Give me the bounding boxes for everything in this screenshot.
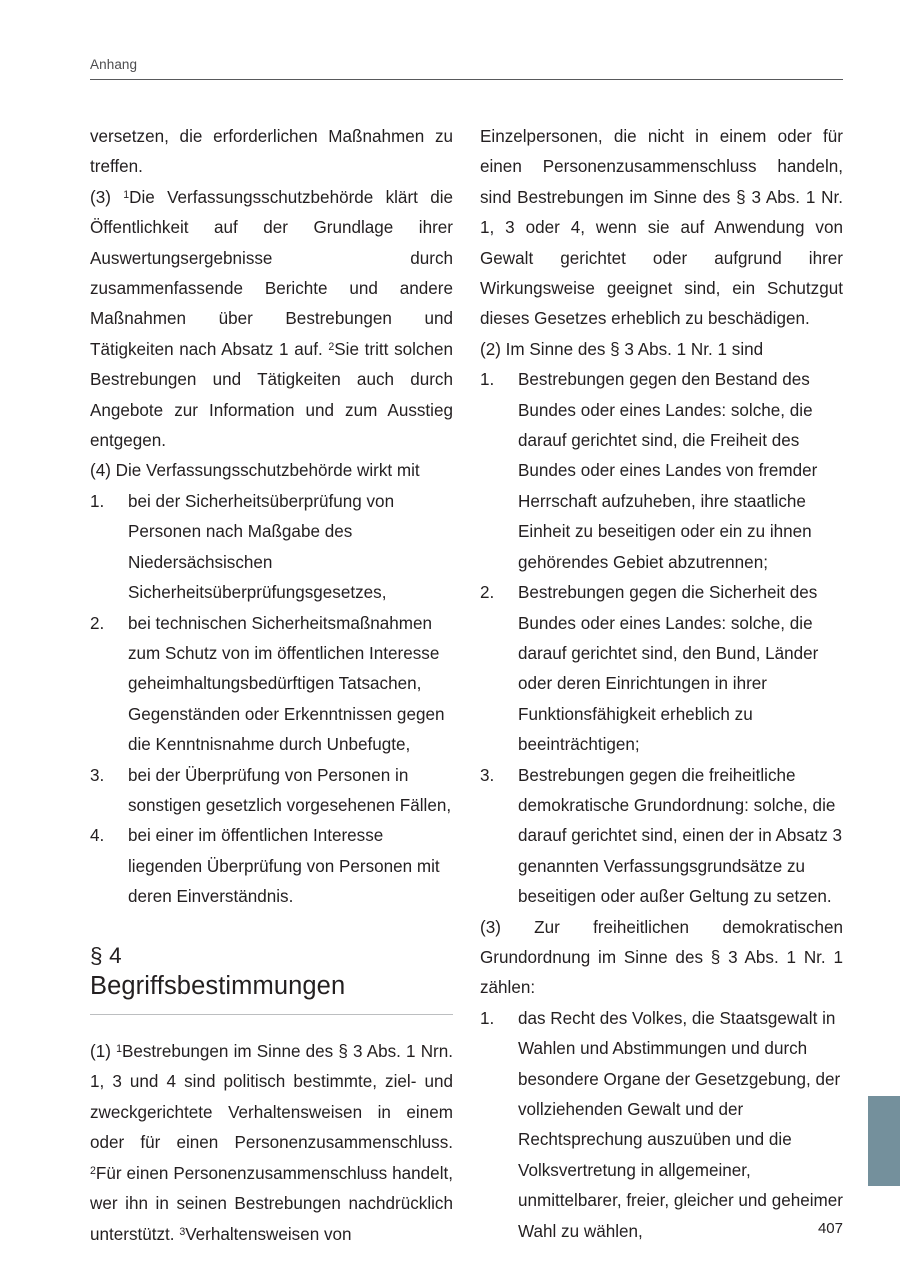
section-number: § 4 <box>90 942 122 968</box>
list-item-number: 3. <box>90 765 105 785</box>
header-title: Anhang <box>90 57 138 72</box>
list-item-text: Bestrebungen gegen die Sicherheit des Bundes oder eines Landes: solche, die darauf gerichtet sind, den Bund, Länder oder deren Einrichtungen in ihrer Funktionsfähigkeit erheblich zu beeinträchtigen; <box>518 583 819 755</box>
section-heading <box>90 941 453 1003</box>
paragraph-1 <box>90 1037 453 1250</box>
right-column <box>480 122 843 1247</box>
paragraph-3-text-a: Die Verfassungsschutzbehörde klärt die Öffentlichkeit auf der Grundlage ihrer Auswertungsergebnisse durch zusammenfassende Berichte und andere Maßnahmen über Bestrebungen und Tätigkeiten nach Absatz 1 auf. <box>90 187 453 359</box>
paragraph-4: (4) Die Verfassungsschutzbehörde wirkt mit <box>90 461 420 481</box>
page-number: 407 <box>817 1220 843 1237</box>
list-item-number: 3. <box>480 765 495 785</box>
list-item-number: 2. <box>90 613 105 633</box>
list-item-number: 1. <box>480 1008 495 1028</box>
section-title: Begriffsbestimmungen <box>90 971 346 1000</box>
sentence-marker-2: 2 <box>328 341 335 354</box>
list-item <box>480 1004 843 1247</box>
list-item-text: bei einer im öffentlichen Interesse liegenden Überprüfung von Personen mit deren Einverständnis. <box>128 826 440 907</box>
sentence-marker-3: 3 <box>179 1225 186 1238</box>
sentence-marker-2: 2 <box>90 1164 96 1177</box>
list-item-text: Bestrebungen gegen die freiheitliche demokratische Grundordnung: solche, die darauf gerichtet sind, einen der in Absatz 3 genannten Verfassungsgrundsätze zu beseitigen oder außer Geltung zu setzen. <box>518 765 843 907</box>
list-item <box>480 761 843 913</box>
list-item-text: bei der Sicherheitsüberprüfung von Personen nach Maßgabe des Niedersächsischen Sicherheitsüberprüfungsgesetzes, <box>128 491 395 603</box>
paragraph-3-marker: (3) <box>90 187 111 207</box>
running-header <box>90 56 843 80</box>
paragraph-3 <box>90 183 453 457</box>
list-item <box>90 609 453 761</box>
paragraph-2: (2) Im Sinne des § 3 Abs. 1 Nr. 1 sind <box>480 339 764 359</box>
list-item-text: bei technischen Sicherheitsmaßnahmen zum Schutz von im öffentlichen Interesse geheimhaltungsbedürftigen Tatsachen, Gegenständen oder Erkenntnissen gegen die Kenntnisnahme durch Unbefugte, <box>128 613 445 755</box>
list-item <box>90 821 453 912</box>
list-item-number: 1. <box>480 370 495 390</box>
paragraph-1-marker: (1) <box>90 1042 111 1062</box>
list-item-number: 4. <box>90 826 105 846</box>
list-item-number: 1. <box>90 491 105 511</box>
left-column <box>90 122 453 1250</box>
list-item <box>480 365 843 578</box>
paragraph-3-text-b: Sie tritt solchen Bestrebungen und Tätigkeiten auch durch Angebote zur Information und zum Ausstieg entgegen. <box>90 339 453 451</box>
paragraph-3: (3) Zur freiheitlichen demokratischen Grundordnung im Sinne des § 3 Abs. 1 Nr. 1 zählen: <box>480 917 843 998</box>
list-item-text: das Recht des Volkes, die Staatsgewalt in Wahlen und Abstimmungen und durch besondere Organe der Gesetzgebung, der vollziehenden Gewalt und der Rechtsprechung auszuüben und die Volksvertretung in allgemeiner, unmittelbarer, freier, gleicher und geheimer Wahl zu wählen, <box>518 1008 843 1241</box>
header-divider <box>90 79 843 80</box>
paragraph-1-continued: Einzelpersonen, die nicht in einem oder für einen Personenzusammenschluss handeln, sind Bestrebungen im Sinne des § 3 Abs. 1 Nr. 1, 3 oder 4, wenn sie auf Anwendung von Gewalt gerichtet oder aufgrund ihrer Wirkungsweise geeignet sind, ein Schutzgut dieses Gesetzes erheblich zu beschädigen. <box>480 127 843 329</box>
section-divider <box>90 1014 453 1016</box>
list-item-number: 2. <box>480 583 495 603</box>
thumb-index-tab <box>868 1096 900 1186</box>
list-item-text: Bestrebungen gegen den Bestand des Bundes oder eines Landes: solche, die darauf gerichtet sind, die Freiheit des Bundes oder eines Landes von fremder Herrschaft aufzuheben, ihre staatliche Einheit zu beseitigen oder ein zu ihnen gehörendes Gebiet abzutrennen; <box>518 370 818 572</box>
paragraph-continued: versetzen, die erforderlichen Maßnahmen zu treffen. <box>90 127 453 177</box>
list-item <box>90 761 453 822</box>
list-item <box>480 578 843 760</box>
sentence-marker-1: 1 <box>123 189 130 202</box>
paragraph-1-text-b: Für einen Personenzusammenschluss handelt, wer ihn in seinen Bestrebungen nachdrücklich unterstützt. <box>90 1163 453 1244</box>
list-item <box>90 487 453 609</box>
paragraph-1-text-c: Verhaltensweisen von <box>185 1224 352 1244</box>
paragraph-1-text-a: Bestrebungen im Sinne des § 3 Abs. 1 Nrn. 1, 3 und 4 sind politisch bestimmte, ziel- und zweckgerichtete Verhaltensweisen in einem oder für einen Personenzusammenschluss. <box>90 1042 454 1153</box>
sentence-marker-1: 1 <box>116 1043 122 1056</box>
list-item-text: bei der Überprüfung von Personen in sonstigen gesetzlich vorgesehenen Fällen, <box>128 765 452 815</box>
